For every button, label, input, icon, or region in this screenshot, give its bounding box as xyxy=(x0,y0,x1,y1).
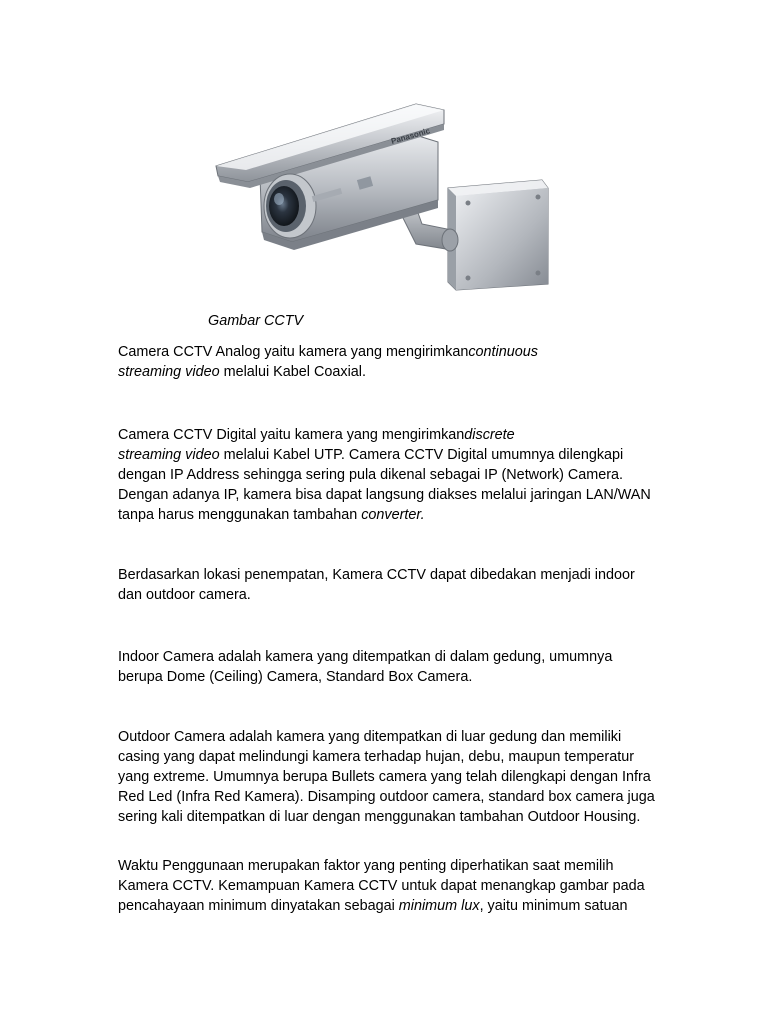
text-line xyxy=(118,425,678,445)
text-run: Dengan adanya IP, kamera bisa dapat langsung diakses melalui jaringan LAN/WAN xyxy=(118,487,651,503)
text-run: dan outdoor camera. xyxy=(118,587,251,603)
text-run: sering kali ditempatkan di luar dengan menggunakan tambahan Outdoor Housing. xyxy=(118,809,641,825)
text-line xyxy=(118,787,678,807)
text-run: dengan IP Address sehingga sering pula dikenal sebagai IP (Network) Camera. xyxy=(118,467,624,483)
text-run: tanpa harus menggunakan tambahan xyxy=(118,507,362,523)
text-line xyxy=(118,505,678,525)
paragraph-digital-camera xyxy=(118,425,678,525)
text-line xyxy=(118,445,678,465)
text-line xyxy=(118,362,678,382)
text-line xyxy=(118,807,678,827)
text-run: Berdasarkan lokasi penempatan, Kamera CCTV dapat dibedakan menjadi indoor xyxy=(118,567,635,583)
paragraph-usage-time xyxy=(118,856,678,916)
text-line xyxy=(118,342,678,362)
paragraph-indoor-camera xyxy=(118,647,678,687)
text-line xyxy=(118,876,678,896)
text-run: Kamera CCTV. Kemampuan Kamera CCTV untuk dapat menangkap gambar pada xyxy=(118,878,645,894)
text-line xyxy=(118,485,678,505)
text-run: berupa Dome (Ceiling) Camera, Standard Box Camera. xyxy=(118,669,473,685)
paragraph-location xyxy=(118,565,678,605)
text-line xyxy=(118,465,678,485)
text-line xyxy=(118,896,678,916)
italic-text-run: minimum lux xyxy=(398,898,480,914)
text-run: Outdoor Camera adalah kamera yang ditempatkan di luar gedung dan memiliki xyxy=(118,729,622,745)
italic-text-run: discrete xyxy=(464,427,515,443)
text-run: Camera CCTV Digital yaitu kamera yang mengirimkan xyxy=(118,427,465,443)
text-line xyxy=(118,647,678,667)
figure-caption: Gambar CCTV xyxy=(208,313,304,329)
italic-text-run: converter. xyxy=(361,507,425,523)
cctv-camera-image xyxy=(212,92,557,297)
text-line xyxy=(118,767,678,787)
paragraph-analog-camera xyxy=(118,342,678,382)
text-line xyxy=(118,667,678,687)
text-run: melalui Kabel UTP. Camera CCTV Digital umumnya dilengkapi xyxy=(219,447,624,463)
italic-text-run: continuous xyxy=(468,344,538,360)
text-run: Indoor Camera adalah kamera yang ditempatkan di dalam gedung, umumnya xyxy=(118,649,613,665)
text-run: Camera CCTV Analog yaitu kamera yang mengirimkan xyxy=(118,344,469,360)
italic-text-run: streaming video xyxy=(118,447,220,463)
text-line xyxy=(118,727,678,747)
text-run: , yaitu minimum satuan xyxy=(479,898,628,914)
text-run: pencahayaan minimum dinyatakan sebagai xyxy=(118,898,399,914)
text-run: yang extreme. Umumnya berupa Bullets camera yang telah dilengkapi dengan Infra xyxy=(118,769,651,785)
text-line xyxy=(118,856,678,876)
brand-mark: Panasonic xyxy=(390,126,432,146)
text-run: Waktu Penggunaan merupakan faktor yang penting diperhatikan saat memilih xyxy=(118,858,614,874)
text-line xyxy=(118,565,678,585)
text-line xyxy=(118,747,678,767)
text-run: casing yang dapat melindungi kamera terhadap hujan, debu, maupun temperatur xyxy=(118,749,635,765)
italic-text-run: streaming video xyxy=(118,364,220,380)
text-run: melalui Kabel Coaxial. xyxy=(219,364,366,380)
text-run: Red Led (Infra Red Kamera). Disamping outdoor camera, standard box camera juga xyxy=(118,789,655,805)
paragraph-outdoor-camera xyxy=(118,727,678,827)
text-line xyxy=(118,585,678,605)
